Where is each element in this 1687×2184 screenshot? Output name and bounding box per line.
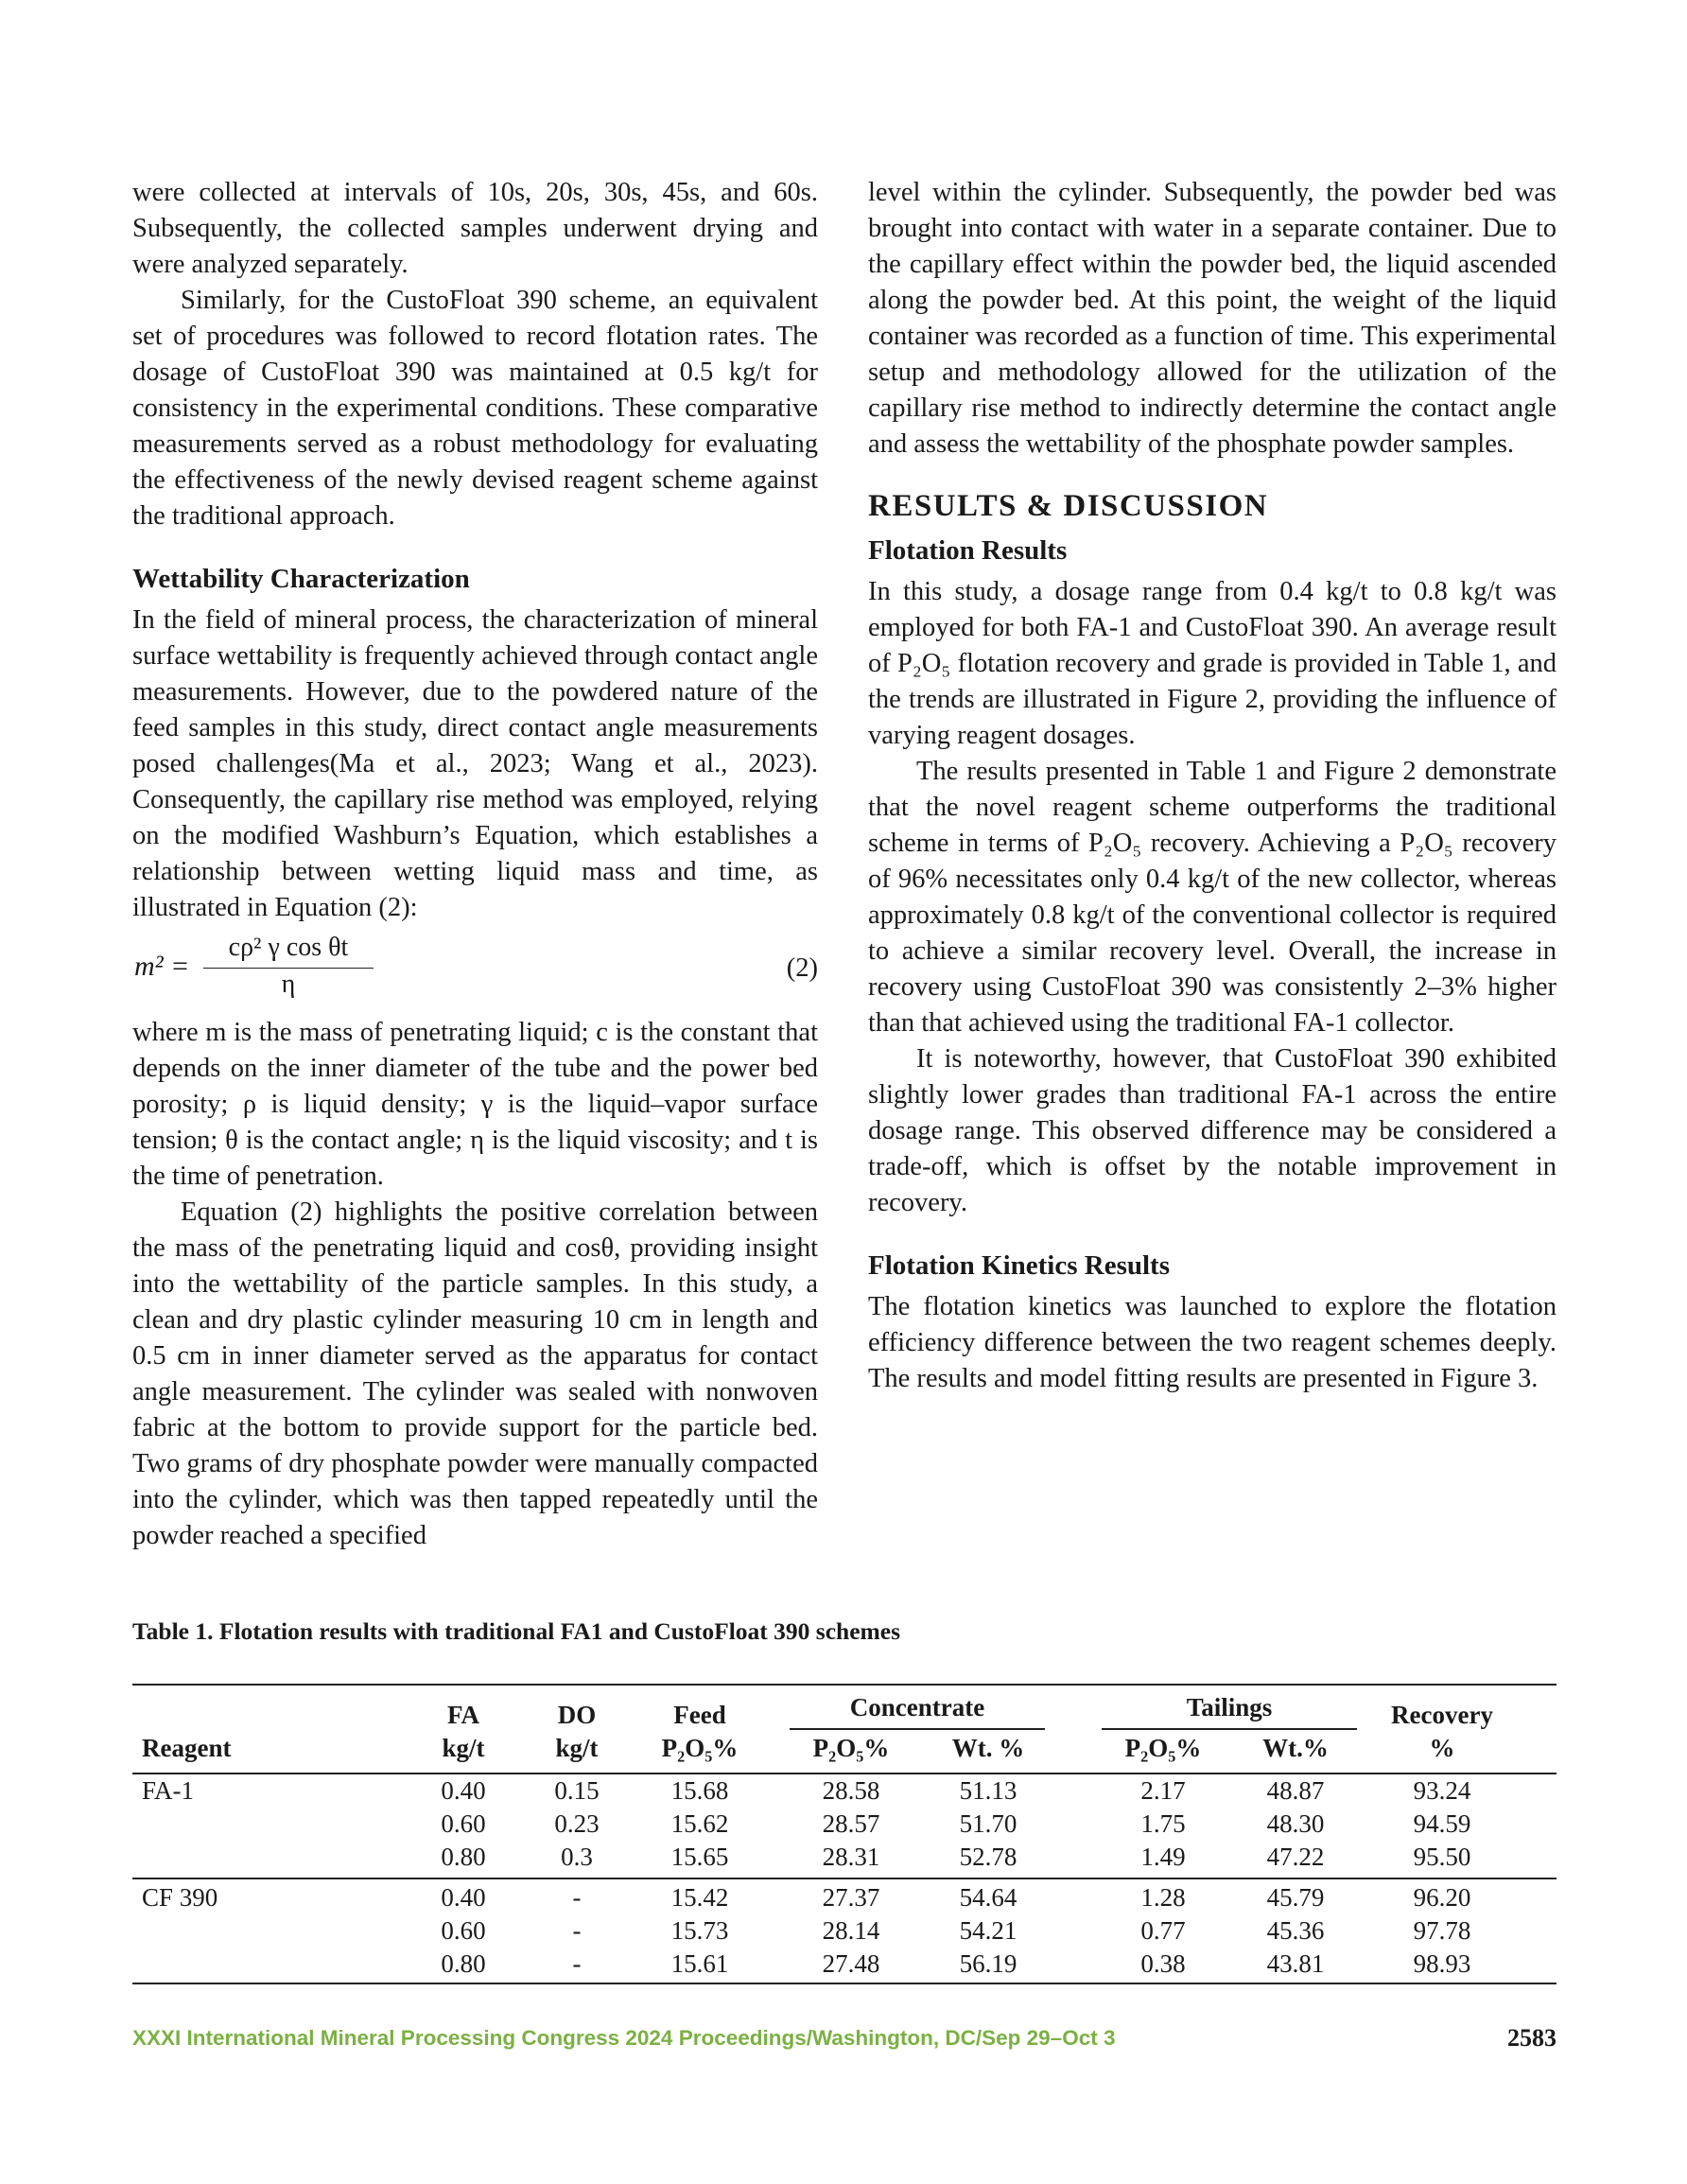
table-cell: 0.23 xyxy=(554,1809,600,1838)
table-group-rule xyxy=(132,1878,1557,1879)
col-header: Feed xyxy=(673,1701,726,1729)
col-header: kg/t xyxy=(442,1734,485,1762)
page-number: 2583 xyxy=(1507,2024,1557,2052)
table-cell: 1.49 xyxy=(1140,1843,1186,1871)
table-cell: 0.15 xyxy=(554,1776,600,1805)
table-cell: 28.14 xyxy=(822,1916,880,1945)
paragraph: level within the cylinder. Subsequently, the powder bed was brought into contact with water in a separate container. Due to the capillary effect within the powder bed, the liquid ascended along the powder bed. At this point, the weight of the liquid container was recorded as a function of time. This experimental setup and methodology allowed for the utilization of the capillary rise method to indirectly determine the contact angle and assess the wettability of the phosphate powder samples. xyxy=(868,178,1557,459)
table-cell: 95.50 xyxy=(1413,1843,1471,1871)
col-header: P₂O₅% xyxy=(812,1734,890,1762)
group-rule xyxy=(790,1728,1045,1730)
table-cell: 97.78 xyxy=(1413,1916,1471,1945)
table-cell: 0.80 xyxy=(441,1843,486,1871)
paragraph: The results presented in Table 1 and Figure 2 demonstrate that the novel reagent scheme outperforms the traditional scheme in terms of P₂O₅ recovery. Achieving a P₂O₅ recovery of 96% necessitates only 0.4 kg/t of the new collector, whereas approximately 0.8 kg/t of the conventional collector is required to achieve a similar recovery level. Overall, the increase in recovery using CustoFloat 390 was consistently 2–3% higher than that achieved using the traditional FA-1 collector. xyxy=(868,757,1557,1038)
table-top-rule xyxy=(132,1684,1557,1686)
col-header: P₂O₅% xyxy=(661,1734,739,1762)
table-cell: 1.75 xyxy=(1140,1809,1186,1838)
table-cell: 15.42 xyxy=(670,1883,729,1912)
table-cell: 43.81 xyxy=(1266,1949,1325,1978)
table-cell: 0.38 xyxy=(1140,1949,1186,1978)
table-cell: 0.40 xyxy=(441,1883,486,1912)
table-cell: 27.48 xyxy=(822,1949,880,1978)
paragraph: In the field of mineral process, the characterization of mineral surface wettability is frequently achieved through contact angle measurements. However, due to the powdered nature of the feed samples in this study, direct contact angle measurements posed challenges(Ma et al., 2023; Wang et al., 2023). Consequently, the capillary rise method was employed, relying on the modified Washburn’s Equation, which establishes a relationship between wetting liquid mass and time, as illustrated in Equation (2): xyxy=(132,605,818,922)
table-cell: 48.30 xyxy=(1266,1809,1325,1838)
table-cell: 0.80 xyxy=(441,1949,486,1978)
table-cell: 51.13 xyxy=(959,1776,1017,1805)
table-cell: 28.31 xyxy=(822,1843,880,1871)
paragraph: Similarly, for the CustoFloat 390 scheme, an equivalent set of procedures was followed to record flotation rates. The dosage of CustoFloat 390 was maintained at 0.5 kg/t for consistency in the experimental conditions. These comparative measurements served as a robust methodology for evaluating the effectiveness of the newly devised reagent scheme against the traditional approach. xyxy=(132,286,818,531)
table-cell-reagent: CF 390 xyxy=(142,1883,218,1912)
paragraph: were collected at intervals of 10s, 20s, 30s, 45s, and 60s. Subsequently, the collected samples underwent drying and were analyzed separately. xyxy=(132,178,818,279)
equation xyxy=(132,932,818,1005)
table-cell: 15.65 xyxy=(670,1843,729,1871)
section-heading: RESULTS & DISCUSSION xyxy=(868,489,1269,523)
table-cell: 15.62 xyxy=(670,1809,729,1838)
table-cell: - xyxy=(572,1949,582,1978)
table-cell: 0.60 xyxy=(441,1809,486,1838)
col-header: Reagent xyxy=(142,1734,232,1762)
paragraph: The flotation kinetics was launched to explore the flotation efficiency difference between the two reagent schemes deeply. The results and model fitting results are presented in Figure 3. xyxy=(868,1292,1557,1393)
table-cell: 15.61 xyxy=(670,1949,729,1978)
right-column xyxy=(868,175,1557,1397)
table-cell: 28.58 xyxy=(822,1776,880,1805)
subsection-heading: Flotation Kinetics Results xyxy=(868,1250,1170,1281)
paragraph: where m is the mass of penetrating liquid; c is the constant that depends on the inner diameter of the tube and the power bed porosity; ρ is liquid density; γ is the liquid–vapor surface tension; θ is the contact angle; η is the liquid viscosity; and t is the time of penetration. xyxy=(132,1018,818,1191)
table-cell: 94.59 xyxy=(1413,1809,1471,1838)
table-cell: 56.19 xyxy=(959,1949,1017,1978)
group-rule xyxy=(1102,1728,1357,1730)
table-cell: 93.24 xyxy=(1413,1776,1471,1805)
group-header-tailings: Tailings xyxy=(1186,1693,1273,1721)
equation-denominator: η xyxy=(281,970,296,999)
equation-numerator: cρ² γ cos θt xyxy=(203,932,374,969)
table-cell-reagent: FA-1 xyxy=(142,1776,195,1805)
table-cell: 1.28 xyxy=(1140,1883,1186,1912)
table-cell: 45.79 xyxy=(1266,1883,1325,1912)
table-cell: 48.87 xyxy=(1266,1776,1325,1805)
table-cell: 54.21 xyxy=(959,1916,1017,1945)
table-caption: Table 1. Flotation results with traditional FA1 and CustoFloat 390 schemes xyxy=(132,1617,901,1645)
group-header-concentrate: Concentrate xyxy=(849,1693,985,1721)
table-cell: 52.78 xyxy=(959,1843,1017,1871)
table-cell: 27.37 xyxy=(822,1883,880,1912)
table-cell: 15.68 xyxy=(670,1776,729,1805)
left-column xyxy=(132,175,818,1554)
table-cell: 0.40 xyxy=(441,1776,486,1805)
table-bottom-rule xyxy=(132,1983,1557,1984)
table-cell: 28.57 xyxy=(822,1809,880,1838)
subsection-heading: Wettability Characterization xyxy=(132,564,470,594)
equation-number: (2) xyxy=(786,953,818,983)
paragraph: It is noteworthy, however, that CustoFloat 390 exhibited slightly lower grades than traditional FA-1 across the entire dosage range. This observed difference may be considered a trade-off, which is offset by the notable improvement in recovery. xyxy=(868,1044,1557,1217)
col-header: FA xyxy=(447,1701,479,1729)
col-header: % xyxy=(1429,1734,1455,1762)
table-cell: 96.20 xyxy=(1413,1883,1471,1912)
table-cell: - xyxy=(572,1883,582,1912)
table-cell: 0.3 xyxy=(561,1843,593,1871)
col-header: P₂O₅% xyxy=(1124,1734,1202,1762)
table-cell: 51.70 xyxy=(959,1809,1017,1838)
col-header: kg/t xyxy=(555,1734,599,1762)
subsection-heading: Flotation Results xyxy=(868,535,1068,566)
table-cell: - xyxy=(572,1916,582,1945)
footer-text: XXXI International Mineral Processing Congress 2024 Proceedings/Washington, DC/Sep 29–Oct 3 xyxy=(132,2026,1116,2050)
paragraph: In this study, a dosage range from 0.4 kg/t to 0.8 kg/t was employed for both FA-1 and CustoFloat 390. An average result of P₂O₅ flotation recovery and grade is provided in Table 1, and the trends are illustrated in Figure 2, providing the influence of varying reagent dosages. xyxy=(868,577,1557,750)
table-cell: 45.36 xyxy=(1266,1916,1325,1945)
table-cell: 0.77 xyxy=(1140,1916,1186,1945)
table-cell: 47.22 xyxy=(1266,1843,1325,1871)
col-header: Wt. % xyxy=(951,1734,1025,1762)
col-header: DO xyxy=(557,1701,597,1729)
col-header: Wt.% xyxy=(1262,1734,1329,1762)
table-cell: 2.17 xyxy=(1140,1776,1186,1805)
col-header: Recovery xyxy=(1391,1701,1493,1729)
table-cell: 98.93 xyxy=(1413,1949,1471,1978)
table-header-rule xyxy=(132,1773,1557,1774)
table-cell: 54.64 xyxy=(959,1883,1017,1912)
table-cell: 0.60 xyxy=(441,1916,486,1945)
paragraph: Equation (2) highlights the positive correlation between the mass of the penetrating liquid and cosθ, providing insight into the wettability of the particle samples. In this study, a clean and dry plastic cylinder measuring 10 cm in length and 0.5 cm in inner diameter served as the apparatus for contact angle measurement. The cylinder was sealed with nonwoven fabric at the bottom to provide support for the particle bed. Two grams of dry phosphate powder were manually compacted into the cylinder, which was then tapped repeatedly until the powder reached a specified xyxy=(132,1197,818,1550)
equation-lhs: m² = xyxy=(134,951,190,982)
table-cell: 15.73 xyxy=(670,1916,729,1945)
equation-fraction xyxy=(203,932,374,1001)
